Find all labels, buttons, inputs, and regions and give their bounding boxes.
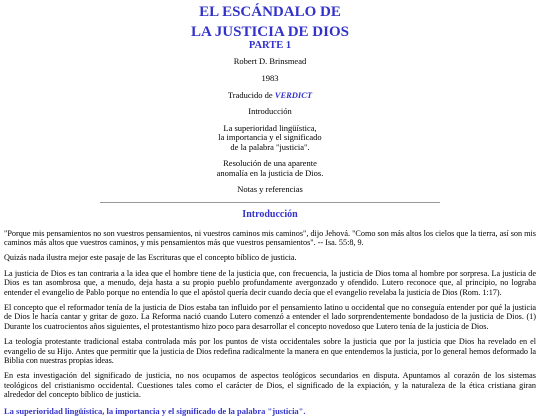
paragraph: "Porque mis pensamientos no son vuestros pensamientos, ni vuestros caminos mis caminos", dijo Jehová. "Como son más altos los cielos que la tierra, así son mis caminos más altos que vuestros caminos, y mis pensamientos más que vuestros pensamientos". -- Isa. 55:8, 9. <box>4 228 536 247</box>
document-page <box>0 4 540 416</box>
part-label: PARTE 1 <box>248 40 292 51</box>
toc-item-introduction[interactable]: Introducción <box>248 106 292 116</box>
toc-item-superiority-line-3: de la palabra "justicia". <box>230 141 310 152</box>
toc-item-superiority-line-1: La superioridad lingüística, <box>223 122 317 133</box>
introduction-body <box>4 229 536 400</box>
toc-item-resolution-line-2: anomalía en la justicia de Dios. <box>216 167 324 178</box>
introduction-heading: Introducción <box>242 208 298 220</box>
title-line-2: LA JUSTICIA DE DIOS <box>191 24 349 40</box>
paragraph: Quizás nada ilustra mejor este pasaje de las Escrituras que el concepto bíblico de justicia. <box>4 253 297 263</box>
title-line-1: EL ESCÁNDALO DE <box>199 4 341 20</box>
paragraph: En esta investigación del significado de justicia, no nos ocupamos de aspectos teológicos secundarios en disputa. Apuntamos al corazón de los sistemas teológicos del cristianismo occidental. Cuestiones tales como el carácter de Dios, el significado de la expiación, y la naturaleza de la ética cristiana giran alrededor del concepto bíblico de justicia. <box>4 371 536 400</box>
paragraph: La teología protestante tradicional estaba controlada más por los puntos de vista occidentales sobre la justicia que por la justicia que Dios ha revelado en el evangelio de su Hijo. Antes que permitir que la justicia de Dios redefina radicalmente la manera en que entendemos la justicia, por lo general hemos deformado la Biblia con nuestras propias ideas. <box>4 337 536 365</box>
author: Robert D. Brinsmead <box>233 56 307 66</box>
year: 1983 <box>261 73 279 83</box>
superiority-heading: La superioridad lingüística, la importancia y el significado de la palabra "justicia". <box>4 405 306 416</box>
document-header <box>4 4 536 100</box>
toc-item-superiority-line-2: la importancia y el significado <box>218 132 322 142</box>
table-of-contents <box>4 107 536 195</box>
paragraph: La justicia de Dios es tan contraria a la idea que el hombre tiene de la justicia que, con frecuencia, la justicia de Dios toma al hombre por sorpresa. La justicia de Dios es tan asombrosa que, a menudo, deja hasta a su propio pueblo profundamente avergonzado y ofendido. Lutero reconoce que, al principio, no lograba entender el evangelio de Pablo porque no entendía lo que el apóstol quería decir cuando decía que el evangelio revelaba la justicia de Dios (Rom. 1:17). <box>4 268 536 297</box>
toc-item-resolution-line-1: Resolución de una aparente <box>223 158 317 168</box>
toc-item-superiority[interactable] <box>4 124 536 153</box>
section-divider <box>100 202 440 203</box>
paragraph: El concepto que el reformador tenía de la justicia de Dios estaba tan influido por el pensamiento latino u occidental que no conseguía entender por qué la justicia de Dios le hacía cantar y gritar de gozo. La Reforma nació cuando Lutero comenzó a entender el lado sorprendentemente bondadoso de la justicia de Dios. (1) Durante los cuatrocientos años siguientes, el protestantismo hizo poco para desarrollar el concepto novedoso que Lutero tenía de la justicia de Dios. <box>4 302 536 331</box>
verdict-link[interactable]: VERDICT <box>274 90 313 100</box>
translation-credit <box>4 90 536 100</box>
toc-item-resolution[interactable] <box>4 159 536 178</box>
toc-item-notes[interactable]: Notas y referencias <box>237 184 303 194</box>
translated-prefix: Traducido de <box>227 90 275 100</box>
